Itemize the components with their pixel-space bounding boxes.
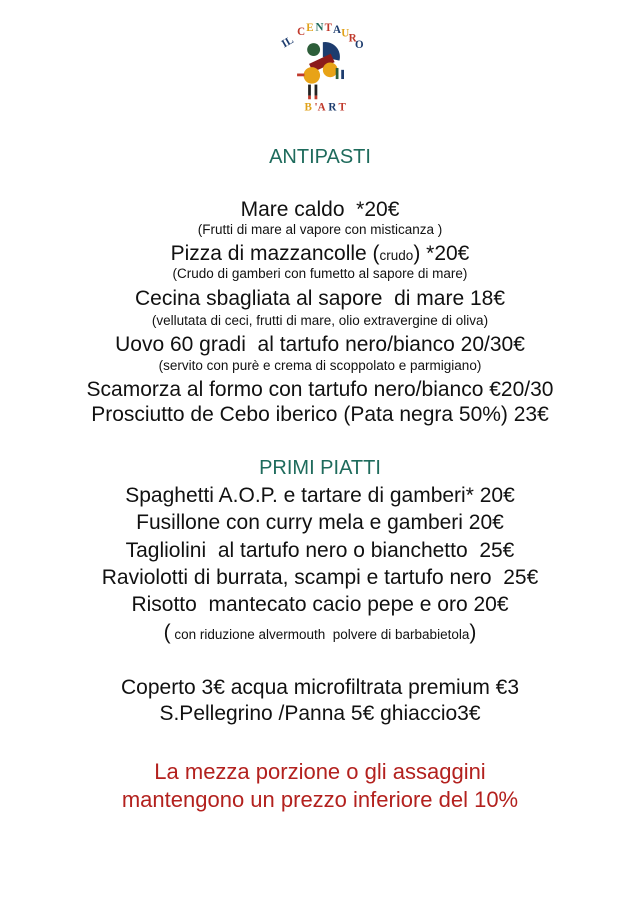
half-portion-note: La mezza porzione o gli assaggini — [154, 759, 486, 784]
svg-text:A: A — [332, 24, 341, 37]
svg-text:R: R — [348, 32, 357, 45]
svg-text:T: T — [338, 101, 346, 114]
menu-item: Raviolotti di burrata, scampi e tartufo nero 25€ — [101, 566, 539, 589]
menu-item-description: (vellutata di ceci, frutti di mare, olio extravergine di oliva) — [151, 313, 489, 328]
item-price: ) *20€ — [413, 242, 470, 265]
section-title-antipasti: ANTIPASTI — [269, 146, 371, 168]
svg-text:E: E — [306, 22, 314, 35]
svg-text:N: N — [315, 22, 324, 34]
menu-item: Uovo 60 gradi al tartufo nero/bianco 20/30€ — [115, 333, 525, 356]
restaurant-logo — [275, 22, 367, 114]
paren-close: ) — [469, 621, 477, 644]
svg-text:'A: 'A — [314, 101, 326, 114]
menu-item: Scamorza al formo con tartufo nero/bianco €20/30 — [86, 378, 554, 401]
menu-item — [0, 243, 640, 264]
menu-item: Fusillone con curry mela e gamberi 20€ — [136, 511, 504, 534]
menu-item-description — [0, 622, 640, 643]
section-title-primi: PRIMI PIATTI — [259, 457, 381, 479]
extras-line: S.Pellegrino /Panna 5€ ghiaccio3€ — [159, 702, 481, 725]
item-note: crudo — [379, 248, 414, 263]
menu-item: Spaghetti A.O.P. e tartare di gamberi* 20€ — [125, 484, 515, 507]
svg-text:B: B — [304, 101, 312, 114]
menu-item: Risotto mantecato cacio pepe e oro 20€ — [131, 593, 509, 616]
svg-text:U: U — [341, 27, 350, 40]
svg-text:O: O — [355, 38, 364, 51]
paren-open: ( — [163, 621, 171, 644]
svg-text:T: T — [324, 22, 333, 35]
menu-item-description: (servito con purè e crema di scoppolato e parmigiano) — [158, 358, 482, 373]
menu-item-description: (Crudo di gamberi con fumetto al sapore di mare) — [172, 266, 468, 281]
item-name: Pizza di mazzancolle ( — [170, 242, 380, 265]
extras-line: Coperto 3€ acqua microfiltrata premium €3 — [120, 676, 519, 699]
menu-item-description: (Frutti di mare al vapore con misticanza ) — [197, 222, 443, 237]
description-text: con riduzione alvermouth polvere di barbabietola — [170, 627, 470, 642]
half-portion-note: mantengono un prezzo inferiore del 10% — [121, 787, 519, 812]
menu-item: Mare caldo *20€ — [240, 198, 400, 221]
svg-text:IL: IL — [279, 34, 296, 51]
svg-text:C: C — [297, 25, 306, 38]
menu-item: Tagliolini al tartufo nero o bianchetto 25€ — [125, 539, 515, 562]
menu-item: Cecina sbagliata al sapore di mare 18€ — [134, 287, 506, 310]
menu-item: Prosciutto de Cebo iberico (Pata negra 50%) 23€ — [91, 403, 549, 426]
svg-text:R: R — [328, 101, 337, 114]
